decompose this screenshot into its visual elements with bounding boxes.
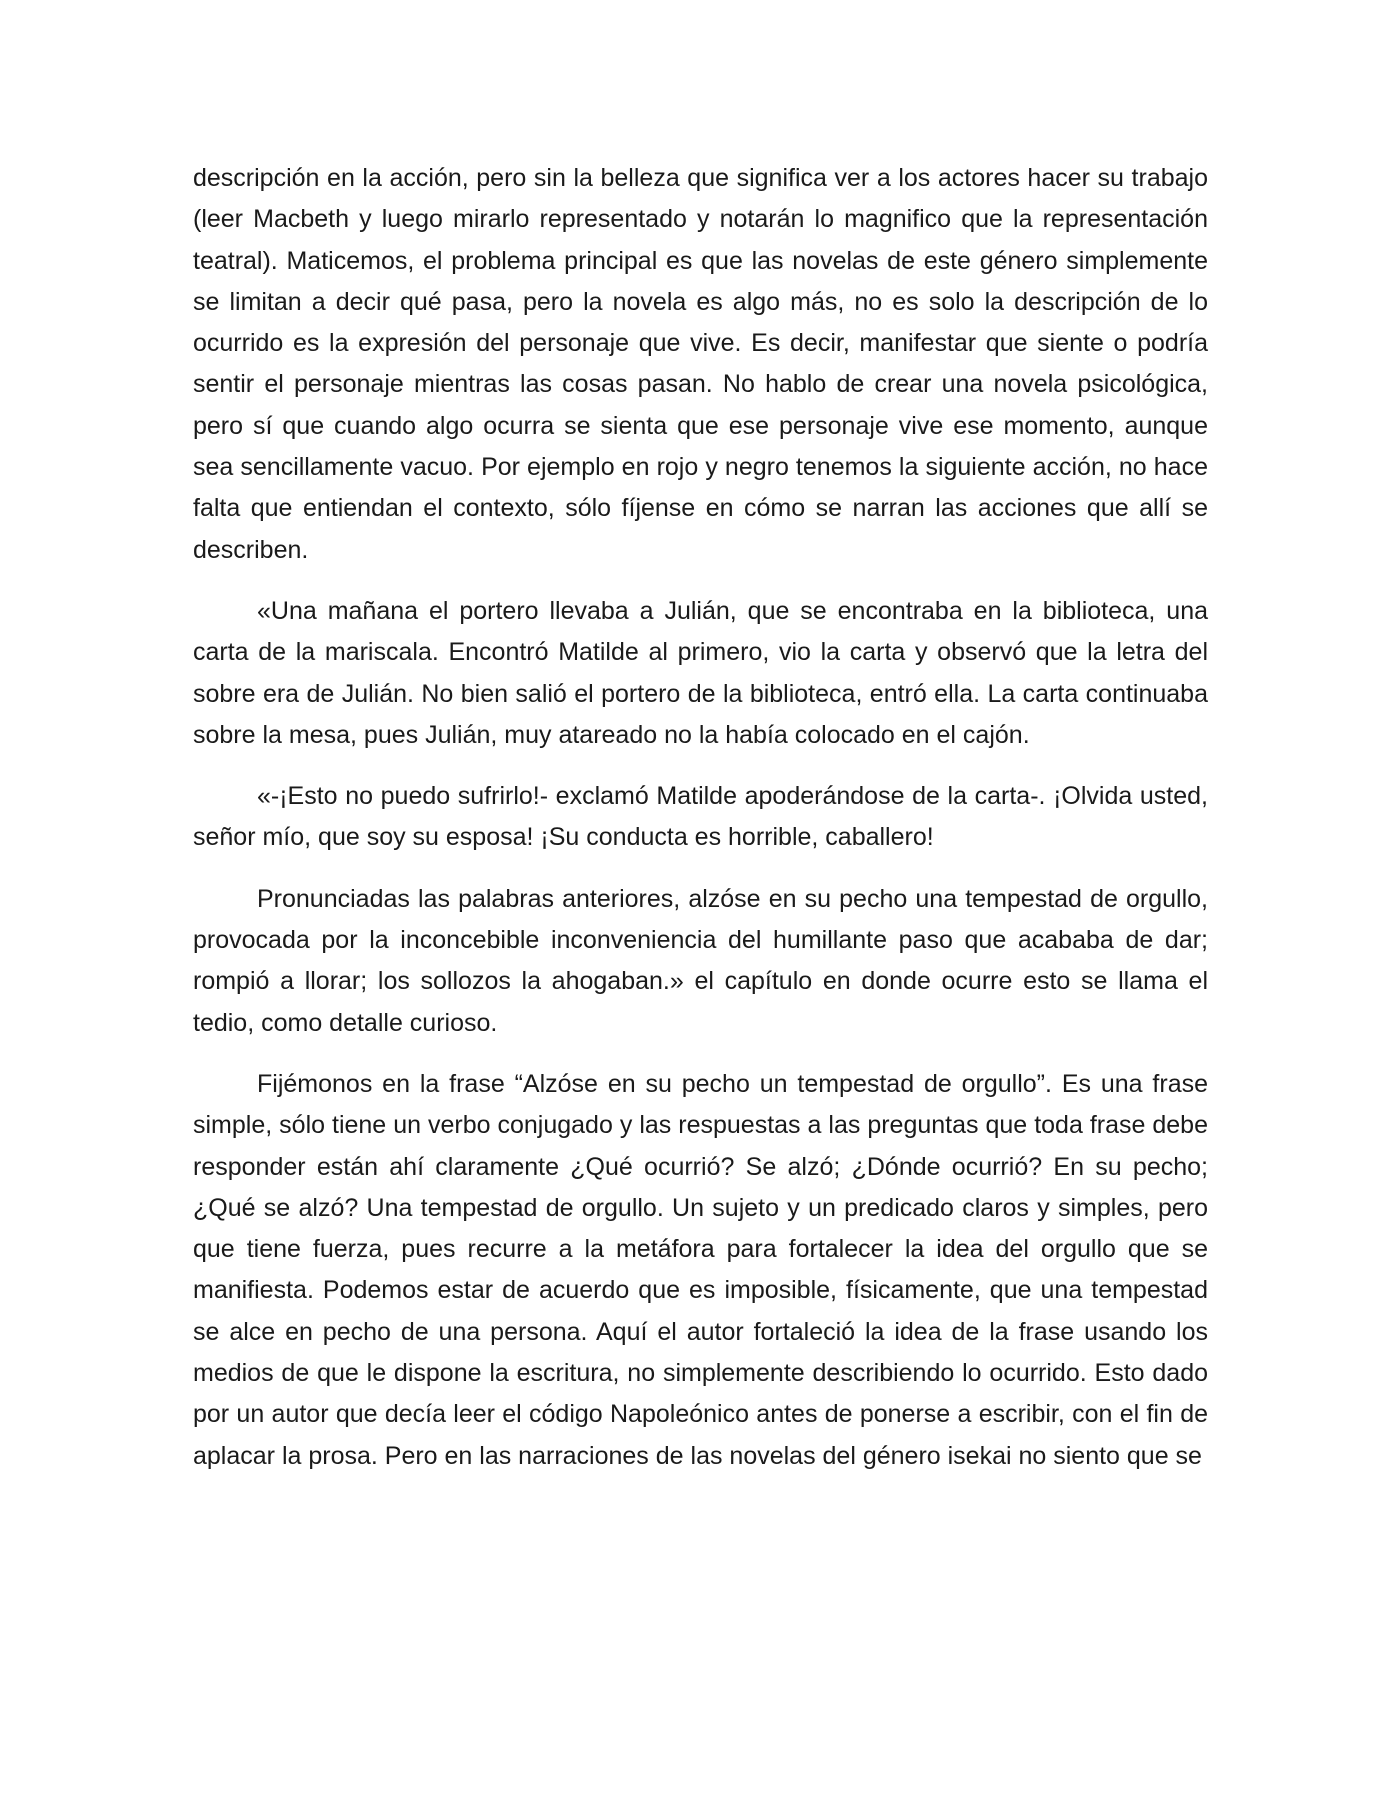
paragraph-quote-tempest: Pronunciadas las palabras anteriores, alzóse en su pecho una tempestad de orgullo, provocada por la inconcebible inconveniencia del humillante paso que acababa de dar; rompió a llorar; los sollozos la ahogaban.» el capítulo en donde ocurre esto se llama el tedio, como detalle curioso. [193,884,1208,1037]
document-page [193,158,1208,1497]
paragraph-analysis: Fijémonos en la frase “Alzóse en su pecho un tempestad de orgullo”. Es una frase simple, sólo tiene un verbo conjugado y las respuestas a las preguntas que toda frase debe responder están ahí claramente ¿Qué ocurrió? Se alzó; ¿Dónde ocurrió? En su pecho; ¿Qué se alzó? Una tempestad de orgullo. Un sujeto y un predicado claros y simples, pero que tiene fuerza, pues recurre a la metáfora para fortalecer la idea del orgullo que se manifiesta. Podemos estar de acuerdo que es imposible, físicamente, que una tempestad se alce en pecho de una persona. Aquí el autor fortaleció la idea de la frase usando los medios de que le dispone la escritura, no simplemente describiendo lo ocurrido. Esto dado por un autor que decía leer el código Napoleónico antes de ponerse a escribir, con el fin de aplacar la prosa. Pero en las narraciones de las novelas del género isekai no siento que se [193,1069,1208,1470]
paragraph-quote-exclamation: «-¡Esto no puedo sufrirlo!- exclamó Matilde apoderándose de la carta-. ¡Olvida usted, señor mío, que soy su esposa! ¡Su conducta es horrible, caballero! [193,782,1208,852]
paragraph-continuation: descripción en la acción, pero sin la belleza que significa ver a los actores hacer su trabajo (leer Macbeth y luego mirarlo representado y notarán lo magnifico que la representación teatral). Maticemos, el problema principal es que las novelas de este género simplemente se limitan a decir qué pasa, pero la novela es algo más, no es solo la descripción de lo ocurrido es la expresión del personaje que vive. Es decir, manifestar que siente o podría sentir el personaje mientras las cosas pasan. No hablo de crear una novela psicológica, pero sí que cuando algo ocurra se sienta que ese personaje vive ese momento, aunque sea sencillamente vacuo. Por ejemplo en rojo y negro tenemos la siguiente acción, no hace falta que entiendan el contexto, sólo fíjense en cómo se narran las acciones que allí se describen. [193,164,1208,564]
paragraph-quote-morning: «Una mañana el portero llevaba a Julián, que se encontraba en la biblioteca, una carta de la mariscala. Encontró Matilde al primero, vio la carta y observó que la letra del sobre era de Julián. No bien salió el portero de la biblioteca, entró ella. La carta continuaba sobre la mesa, pues Julián, muy atareado no la había colocado en el cajón. [193,596,1208,749]
